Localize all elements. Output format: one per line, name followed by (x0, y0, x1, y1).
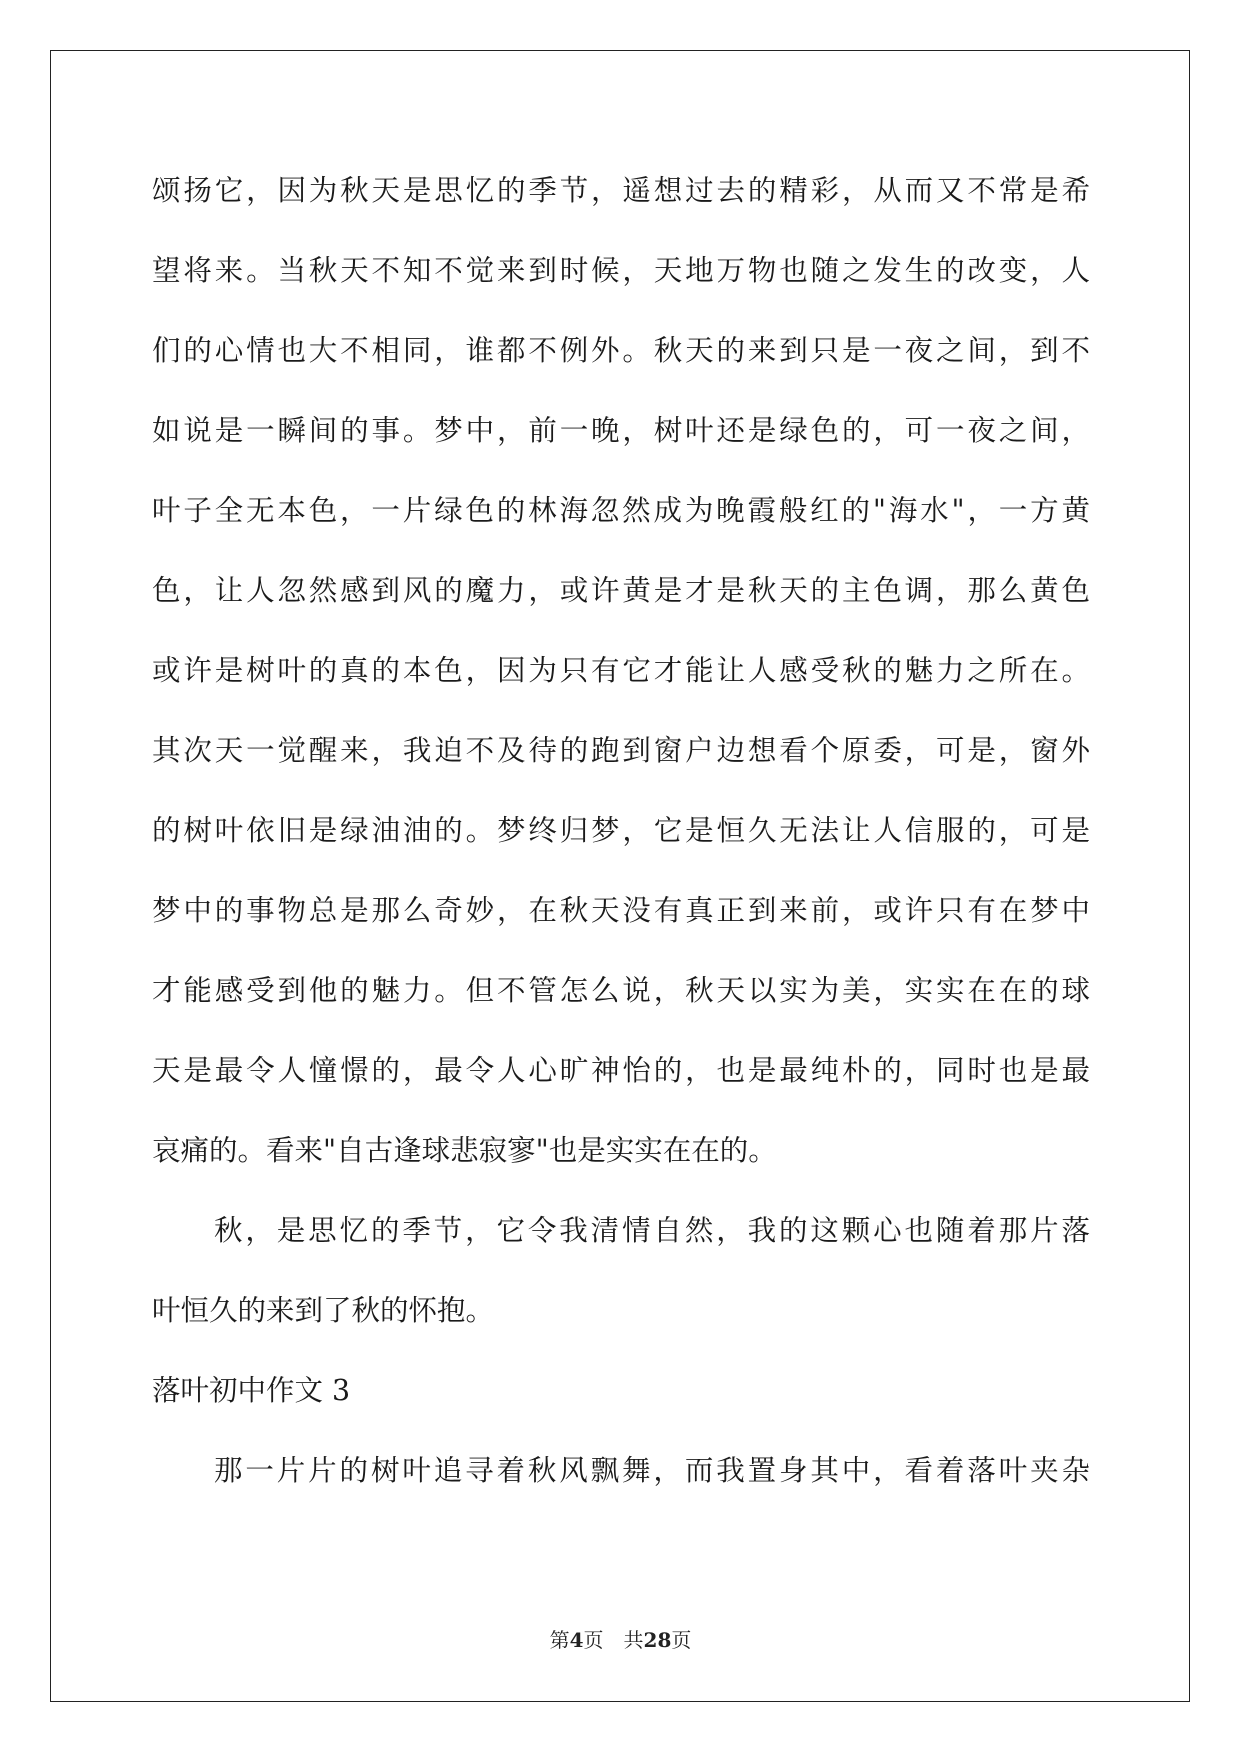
text-line: 或许是树叶的真的本色，因为只有它才能让人感受秋的魅力之所在。 (152, 654, 1090, 687)
text-line: 才能感受到他的魅力。但不管怎么说，秋天以实为美，实实在在的球 (152, 974, 1090, 1007)
text-line: 叶子全无本色，一片绿色的林海忽然成为晚霞般红的"海水"，一方黄 (152, 494, 1090, 527)
total-pages: 28 (643, 1628, 672, 1652)
footer-prefix: 第 (549, 1628, 570, 1652)
page-footer (0, 1628, 1241, 1652)
page-number: 4 (569, 1628, 584, 1652)
paragraph-start-line: 那一片片的树叶追寻着秋风飘舞，而我置身其中，看着落叶夹杂 (214, 1454, 1090, 1487)
text-line: 哀痛的。看来"自古逢球悲寂寥"也是实实在在的。 (152, 1134, 777, 1167)
paragraph-start-line: 秋，是思忆的季节，它令我清情自然，我的这颗心也随着那片落 (214, 1214, 1090, 1247)
text-line: 梦中的事物总是那么奇妙，在秋天没有真正到来前，或许只有在梦中 (152, 894, 1090, 927)
section-heading: 落叶初中作文 3 (152, 1374, 351, 1407)
text-line: 其次天一觉醒来，我迫不及待的跑到窗户边想看个原委，可是，窗外 (152, 734, 1090, 767)
text-line: 如说是一瞬间的事。梦中，前一晚，树叶还是绿色的，可一夜之间， (152, 414, 1090, 447)
text-line: 色，让人忽然感到风的魔力，或许黄是才是秋天的主色调，那么黄色 (152, 574, 1090, 607)
document-body (152, 163, 1090, 1523)
footer-mid: 页 共 (583, 1628, 644, 1652)
text-line: 望将来。当秋天不知不觉来到时候，天地万物也随之发生的改变，人 (152, 254, 1090, 287)
text-line: 的树叶依旧是绿油油的。梦终归梦，它是恒久无法让人信服的，可是 (152, 814, 1090, 847)
text-line: 颂扬它，因为秋天是思忆的季节，遥想过去的精彩，从而又不常是希 (152, 174, 1090, 207)
text-line: 天是最令人憧憬的，最令人心旷神怡的，也是最纯朴的，同时也是最 (152, 1054, 1090, 1087)
text-line: 叶恒久的来到了秋的怀抱。 (152, 1294, 495, 1327)
text-line: 们的心情也大不相同，谁都不例外。秋天的来到只是一夜之间，到不 (152, 334, 1090, 367)
footer-suffix: 页 (671, 1628, 692, 1652)
